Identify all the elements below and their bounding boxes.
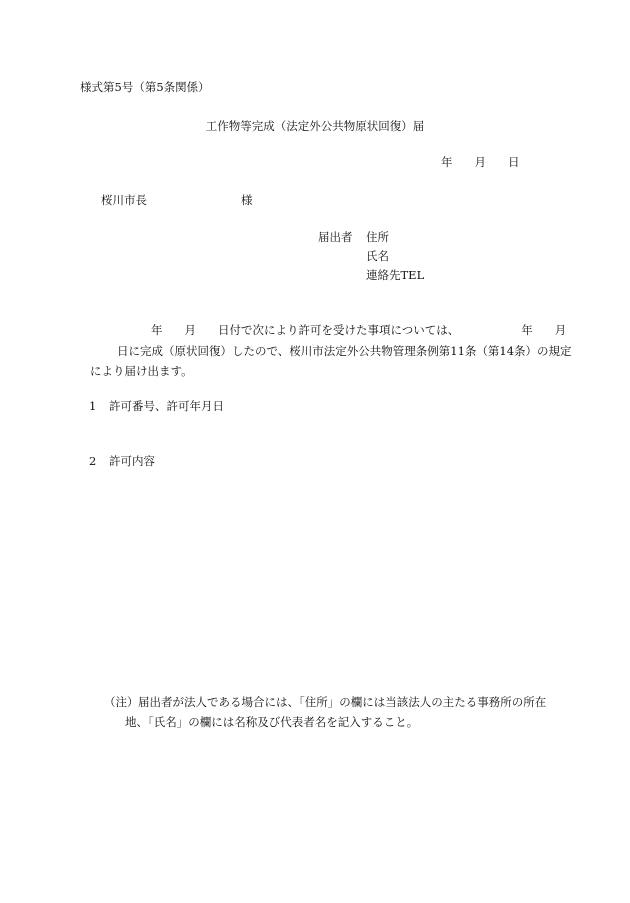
item-label: 許可番号、許可年月日 [109,399,224,413]
addressee-honorific: 様 [241,193,253,207]
date-year-label: 年 [441,155,453,169]
date-line [441,157,520,169]
note-tag: （注） [104,695,139,709]
date-month-label: 月 [474,155,486,169]
note-line-1 [104,697,546,709]
item-label: 許可内容 [109,454,155,468]
submitter-label: 届出者 [318,230,353,244]
item-permit-content [89,456,155,468]
document-title: 工作物等完成（法定外公共物原状回復）届 [205,119,425,133]
form-number: 様式第5号（第5条関係） [80,80,210,94]
body-year-label: 年 [151,323,163,337]
date-day-label: 日 [508,155,520,169]
note-text-1: 届出者が法人である場合には、「住所」の欄には当該法人の主たる事務所の所在 [138,695,547,709]
addressee-name: 桜川市長 [101,193,147,207]
submitter-tel-label: 連絡先TEL [366,268,425,282]
body-line-1-text: 日付で次により許可を受けた事項については、 [218,323,460,337]
item-permit-number [89,401,224,413]
note-line-2: 地、「氏名」の欄には名称及び代表者名を記入すること。 [125,715,419,729]
body-month-label-2: 月 [554,323,567,337]
body-line-3: により届け出ます。 [90,364,193,378]
body-line-1 [151,325,566,337]
body-line-2: 日に完成（原状回復）したので、桜川市法定外公共物管理条例第11条（第14条）の規定 [117,344,572,358]
body-year-label-2: 年 [521,323,533,337]
item-number: 1 [89,399,97,413]
submitter-address-label: 住所 [366,230,389,244]
item-number: 2 [89,454,97,468]
addressee [101,193,253,207]
body-month-label: 月 [184,323,196,337]
submitter-name-label: 氏名 [366,249,389,263]
